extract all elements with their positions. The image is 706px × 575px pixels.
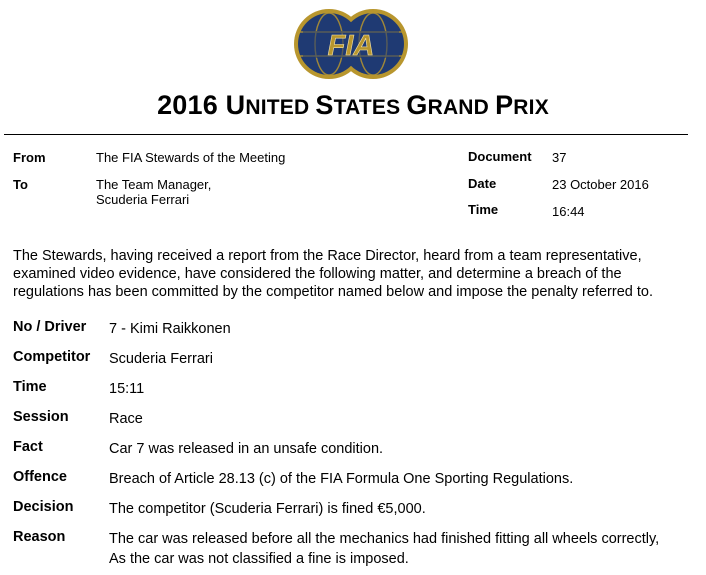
session-label: Session: [13, 409, 69, 425]
logo-text: FIA: [327, 30, 375, 62]
offence-label: Offence: [13, 469, 67, 485]
to-value-line2: Scuderia Ferrari: [96, 192, 190, 207]
reason-label: Reason: [13, 529, 66, 545]
competitor-value: Scuderia Ferrari: [109, 351, 213, 367]
to-label: To: [13, 177, 28, 192]
driver-label: No / Driver: [13, 319, 87, 335]
from-label: From: [13, 150, 46, 165]
reason-line1: The car was released before all the mechanics had finished fitting all wheels correctly,: [109, 531, 660, 547]
decision-value: The competitor (Scuderia Ferrari) is fined €5,000.: [109, 501, 426, 517]
document-value: 37: [552, 150, 567, 165]
fact-value: Car 7 was released in an unsafe condition.: [109, 441, 384, 457]
to-value-line1: The Team Manager,: [96, 177, 212, 192]
page-title: 2016 UNITED STATES GRAND PRIX: [157, 90, 549, 120]
intro-paragraph: The Stewards, having received a report from the Race Director, heard from a team representative, examined video evidence, have considered the following matter, and determine a breach of the regulations has been committed by the competitor named below and impose the penalty referred to.: [13, 248, 653, 300]
incident-time-label: Time: [13, 379, 47, 395]
reason-line2: As the car was not classified a fine is imposed.: [109, 551, 409, 567]
to-value: [96, 177, 211, 207]
fact-label: Fact: [13, 439, 43, 455]
from-value: The FIA Stewards of the Meeting: [96, 150, 286, 165]
session-value: Race: [109, 411, 143, 427]
driver-value: 7 - Kimi Raikkonen: [109, 321, 231, 337]
date-value: 23 October 2016: [552, 177, 649, 192]
decision-label: Decision: [13, 499, 74, 515]
competitor-label: Competitor: [13, 349, 91, 365]
incident-time-value: 15:11: [109, 381, 145, 397]
time-value: 16:44: [552, 204, 585, 219]
header-divider: [4, 134, 688, 135]
document-label: Document: [468, 149, 532, 164]
fia-logo: [293, 4, 409, 84]
time-label: Time: [468, 202, 499, 217]
reason-value: [109, 529, 699, 569]
offence-value: Breach of Article 28.13 (c) of the FIA Formula One Sporting Regulations.: [109, 471, 574, 487]
date-label: Date: [468, 176, 497, 191]
